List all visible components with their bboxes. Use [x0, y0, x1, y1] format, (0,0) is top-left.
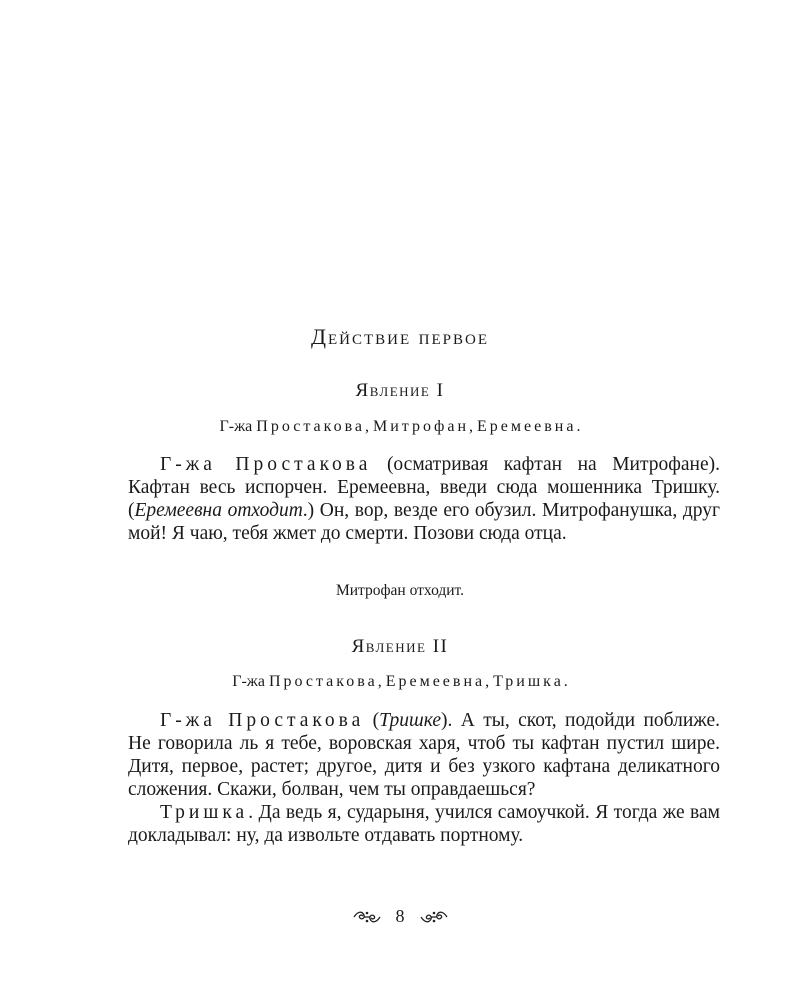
cast-separator: , [365, 418, 374, 435]
scene-2-title: Явление II [351, 636, 449, 657]
dialogue-paragraph [128, 453, 720, 545]
dialogue-paragraph [128, 709, 720, 801]
cast-character-prostakova: Простакова [256, 418, 366, 435]
ornament-right-icon [419, 909, 449, 925]
dialogue-text: ( [364, 710, 380, 731]
cast-character-prostakova: Простакова [268, 673, 378, 690]
stage-direction-inline: Еремеевна отходит [134, 500, 303, 521]
scene-1-dialogue [128, 453, 720, 545]
stage-direction: Митрофан отходит. [335, 582, 465, 599]
cast-character-mitrofan: Митрофан [373, 418, 470, 435]
cast-text: Г-жа [232, 673, 269, 690]
scene-2-cast [0, 673, 800, 691]
cast-separator: , [377, 673, 386, 690]
speaker-name: Тришка [160, 802, 249, 823]
dialogue-paragraph [128, 801, 720, 847]
cast-separator: , [469, 418, 478, 435]
scene-2-dialogue [128, 709, 720, 847]
cast-text: Г-жа [219, 418, 257, 435]
dialogue-text: .) Он, вор, везде его обузил. Митрофанушка, друг мой! Я чаю, тебя жмет до смерти. Позови сюда отца. [128, 500, 720, 544]
scene-1-title: Явление I [355, 380, 445, 401]
dialogue-text: ). А ты, скот, подойди поближе. Не говорила ль я тебе, воровская харя, чтоб ты кафтан пустил шире. Дитя, первое, растет; другое, дитя и без узкого кафтана деликатного сложения. Скажи, болван, чем ты оправдаешься? [128, 710, 720, 800]
stage-direction-inline: Тришке [379, 710, 441, 731]
act-title: Действие первое [310, 324, 489, 349]
cast-character-trishka: Тришка [493, 673, 564, 690]
speaker-name: Г-жа Простакова [160, 710, 365, 731]
cast-character-eremeevna: Еремеевна [477, 418, 577, 435]
page-number: 8 [395, 906, 405, 926]
ornament-left-icon [352, 909, 382, 925]
cast-period: . [563, 673, 568, 690]
dialogue-text: . Да ведь я, сударыня, учился самоучкой. Я тогда же вам докладывал: ну, да извольте отдавать портному. [128, 802, 720, 846]
scene-1-cast [0, 418, 800, 436]
dialogue-text: (осматривая кафтан на Митрофане). Кафтан весь испорчен. Еремеевна, введи сюда мошенника Тришку. ( [128, 454, 720, 521]
cast-period: . [576, 418, 581, 435]
cast-separator: , [485, 673, 494, 690]
cast-character-eremeevna: Еремеевна [385, 673, 486, 690]
page-footer [0, 906, 800, 927]
speaker-name: Г-жа Простакова [160, 454, 372, 475]
